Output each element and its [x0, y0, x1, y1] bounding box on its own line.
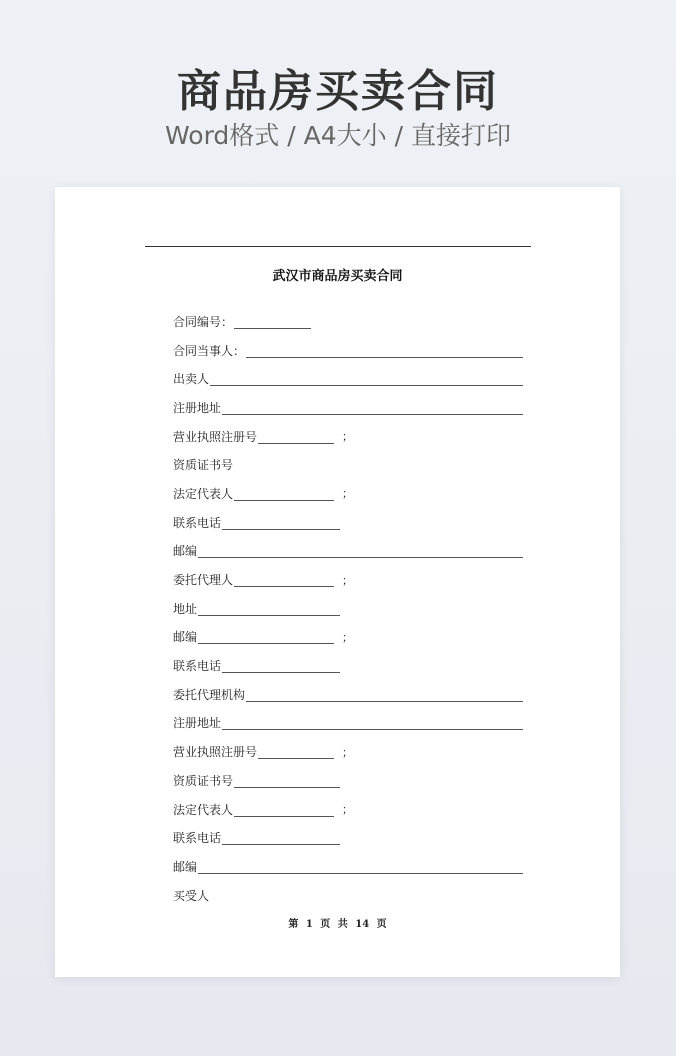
form-field-row — [173, 737, 523, 766]
form-field-row — [173, 336, 523, 365]
field-label: 合同当事人： — [173, 343, 246, 358]
field-label: 邮编 — [173, 859, 198, 874]
field-label: 合同编号： — [173, 314, 234, 329]
form-field-row — [173, 709, 523, 738]
field-blank-line[interactable] — [246, 347, 523, 358]
field-suffix: ； — [342, 487, 354, 501]
field-label: 资质证书号 — [173, 458, 234, 473]
field-label: 买受人 — [173, 888, 210, 903]
page-footer: 第 1 页 共 14 页 — [288, 919, 387, 930]
field-blank-line[interactable] — [246, 691, 523, 702]
header-rule — [145, 246, 531, 247]
field-label: 注册地址 — [173, 400, 222, 415]
field-blank-line[interactable] — [198, 633, 334, 644]
form-field-row — [173, 680, 523, 709]
form-field-row — [173, 565, 523, 594]
field-suffix: ； — [342, 803, 354, 817]
field-blank-line[interactable] — [198, 863, 523, 874]
form-field-row — [173, 594, 523, 623]
field-label: 法定代表人 — [173, 802, 234, 817]
field-blank-line[interactable] — [234, 490, 334, 501]
field-blank-line[interactable] — [198, 605, 340, 616]
field-label: 联系电话 — [173, 515, 222, 530]
field-label: 联系电话 — [173, 659, 222, 674]
field-blank-line[interactable] — [234, 318, 311, 329]
banner-subtitle: Word格式 / A4大小 / 直接打印 — [165, 121, 511, 150]
form-fields — [173, 307, 523, 909]
field-suffix: ； — [342, 630, 354, 644]
field-label: 委托代理人 — [173, 573, 234, 588]
form-field-row — [173, 766, 523, 795]
form-field-row — [173, 450, 523, 479]
field-label: 营业执照注册号 — [173, 429, 258, 444]
field-blank-line[interactable] — [222, 834, 340, 845]
field-blank-line[interactable] — [222, 519, 340, 530]
form-field-row — [173, 422, 523, 451]
form-field-row — [173, 623, 523, 652]
banner-title: 商品房买卖合同 — [177, 66, 499, 117]
field-blank-line[interactable] — [222, 662, 340, 673]
form-field-row — [173, 795, 523, 824]
field-label: 营业执照注册号 — [173, 745, 258, 760]
field-blank-line[interactable] — [210, 375, 523, 386]
field-blank-line[interactable] — [234, 576, 334, 587]
form-field-row — [173, 823, 523, 852]
field-suffix: ； — [342, 745, 354, 759]
field-label: 资质证书号 — [173, 773, 234, 788]
form-field-row — [173, 881, 523, 910]
form-field-row — [173, 852, 523, 881]
form-field-row — [173, 364, 523, 393]
form-field-row — [173, 651, 523, 680]
field-suffix: ； — [342, 573, 354, 587]
field-label: 委托代理机构 — [173, 687, 246, 702]
form-field-row — [173, 479, 523, 508]
field-blank-line[interactable] — [234, 777, 340, 788]
field-blank-line[interactable] — [222, 719, 523, 730]
field-blank-line[interactable] — [222, 404, 523, 415]
field-label: 邮编 — [173, 630, 198, 645]
field-blank-line[interactable] — [258, 748, 334, 759]
field-label: 联系电话 — [173, 831, 222, 846]
form-field-row — [173, 508, 523, 537]
form-field-row — [173, 393, 523, 422]
field-label: 地址 — [173, 601, 198, 616]
field-label: 邮编 — [173, 544, 198, 559]
field-blank-line[interactable] — [234, 806, 334, 817]
field-blank-line[interactable] — [258, 433, 334, 444]
field-label: 法定代表人 — [173, 486, 234, 501]
field-suffix: ； — [342, 430, 354, 444]
form-field-row — [173, 307, 523, 336]
field-label: 出卖人 — [173, 372, 210, 387]
document-title: 武汉市商品房买卖合同 — [272, 269, 403, 284]
form-field-row — [173, 537, 523, 566]
document-page — [55, 187, 620, 977]
field-blank-line[interactable] — [198, 547, 523, 558]
field-label: 注册地址 — [173, 716, 222, 731]
